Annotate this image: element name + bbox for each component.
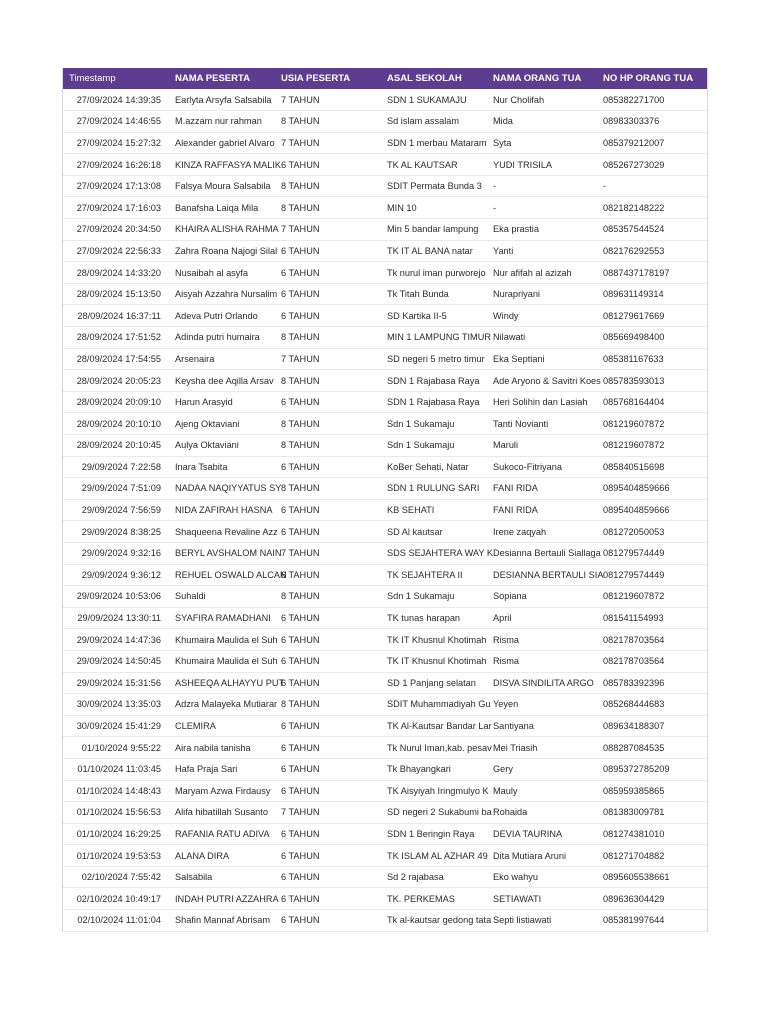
cell-no-hp-orang-tua[interactable]: 082178703564 — [603, 656, 665, 667]
cell-usia-peserta[interactable]: 8 TAHUN — [281, 375, 320, 386]
cell-asal-sekolah[interactable]: SD Kartika II-5 — [387, 310, 447, 321]
cell-no-hp-orang-tua[interactable]: 085381997644 — [603, 915, 665, 926]
cell-usia-peserta[interactable]: 7 TAHUN — [281, 807, 320, 818]
cell-nama-peserta[interactable]: Earlyta Arsyfa Salsabila — [175, 94, 272, 105]
cell-nama-orang-tua[interactable]: Gery — [493, 764, 513, 775]
cell-nama-peserta[interactable]: Maryam Azwa Firdausy — [175, 785, 271, 796]
cell-timestamp[interactable]: 29/09/2024 7:51:09 — [81, 483, 161, 494]
cell-nama-orang-tua[interactable]: April — [493, 613, 512, 624]
cell-timestamp[interactable]: 27/09/2024 20:34:50 — [76, 224, 161, 235]
cell-nama-orang-tua[interactable]: DEVIA TAURINA — [493, 828, 563, 839]
cell-usia-peserta[interactable]: 8 TAHUN — [281, 181, 320, 192]
cell-nama-orang-tua[interactable]: Eka Septiani — [493, 353, 545, 364]
cell-timestamp[interactable]: 29/09/2024 9:32:16 — [81, 548, 161, 559]
cell-asal-sekolah[interactable]: KB SEHATI — [387, 505, 435, 516]
cell-nama-orang-tua[interactable]: DESIANNA BERTAULI SIA — [493, 569, 604, 580]
table-row — [63, 499, 707, 521]
cell-usia-peserta[interactable]: 6 TAHUN — [281, 677, 320, 688]
table-row — [63, 305, 707, 327]
cell-nama-peserta[interactable]: Alexander gabriel Alvaro — [175, 137, 275, 148]
cell-asal-sekolah[interactable]: SDN 1 RULUNG SARI — [387, 483, 480, 494]
cell-usia-peserta[interactable]: 6 TAHUN — [281, 721, 320, 732]
cell-usia-peserta[interactable]: 6 TAHUN — [281, 159, 320, 170]
cell-usia-peserta[interactable]: 7 TAHUN — [281, 94, 320, 105]
cell-nama-orang-tua[interactable]: Nurapriyani — [493, 289, 540, 300]
cell-nama-peserta[interactable]: Zahra Roana Najogi Silal — [175, 245, 278, 256]
cell-timestamp[interactable]: 29/09/2024 13:30:11 — [77, 613, 161, 624]
cell-usia-peserta[interactable]: 6 TAHUN — [281, 893, 320, 904]
cell-no-hp-orang-tua[interactable]: 081274381010 — [603, 828, 665, 839]
cell-nama-orang-tua[interactable]: Mauly — [493, 785, 518, 796]
cell-timestamp[interactable]: 28/09/2024 20:10:10 — [76, 418, 161, 429]
cell-asal-sekolah[interactable]: Sd 2 rajabasa — [387, 872, 444, 883]
cell-timestamp[interactable]: 28/09/2024 16:37:11 — [77, 310, 161, 321]
cell-asal-sekolah[interactable]: Tk Nurul Iman,kab. pesav — [387, 742, 492, 753]
cell-asal-sekolah[interactable]: SDIT Permata Bunda 3 — [387, 181, 482, 192]
cell-no-hp-orang-tua[interactable]: 081271704882 — [603, 850, 665, 861]
table-row — [63, 262, 707, 284]
cell-nama-peserta[interactable]: NIDA ZAFIRAH HASNA — [175, 505, 273, 516]
cell-timestamp[interactable]: 27/09/2024 14:46:55 — [76, 116, 161, 127]
header-nama-orang-tua[interactable]: NAMA ORANG TUA — [493, 73, 582, 84]
table-header — [63, 68, 707, 89]
cell-nama-peserta[interactable]: Banafsha Laiqa Mila — [175, 202, 259, 213]
cell-asal-sekolah[interactable]: Tk Bhayangkari — [387, 764, 451, 775]
cell-nama-orang-tua[interactable]: Yeyen — [493, 699, 519, 710]
cell-nama-peserta[interactable]: Salsabila — [175, 872, 213, 883]
header-asal-sekolah[interactable]: ASAL SEKOLAH — [387, 73, 462, 84]
cell-nama-peserta[interactable]: ASHEEQA ALHAYYU PUT — [175, 677, 285, 688]
cell-nama-orang-tua[interactable]: Risma — [493, 656, 520, 667]
cell-no-hp-orang-tua[interactable]: 0895605538661 — [603, 872, 670, 883]
cell-asal-sekolah[interactable]: KoBer Sehati, Natar — [387, 461, 469, 472]
cell-usia-peserta[interactable]: 6 TAHUN — [281, 267, 320, 278]
cell-nama-orang-tua[interactable]: Windy — [493, 310, 519, 321]
cell-asal-sekolah[interactable]: Min 5 bandar lampung — [387, 224, 479, 235]
cell-nama-peserta[interactable]: Adeva Putri Orlando — [175, 310, 258, 321]
cell-nama-orang-tua[interactable]: Rohaida — [493, 807, 528, 818]
table-row — [63, 888, 707, 910]
cell-asal-sekolah[interactable]: SDN 1 merbau Mataram — [387, 137, 487, 148]
cell-timestamp[interactable]: 28/09/2024 20:09:10 — [76, 397, 161, 408]
cell-nama-orang-tua[interactable]: Nur Cholifah — [493, 94, 545, 105]
cell-usia-peserta[interactable]: 6 TAHUN — [281, 505, 320, 516]
cell-usia-peserta[interactable]: 6 TAHUN — [281, 310, 320, 321]
cell-no-hp-orang-tua[interactable]: 081279574449 — [603, 569, 665, 580]
cell-timestamp[interactable]: 02/10/2024 7:55:42 — [81, 872, 161, 883]
cell-timestamp[interactable]: 01/10/2024 16:29:25 — [76, 828, 161, 839]
cell-nama-peserta[interactable]: Inara Tsabita — [175, 461, 228, 472]
table-row — [63, 413, 707, 435]
cell-usia-peserta[interactable]: 7 TAHUN — [281, 548, 320, 559]
cell-timestamp[interactable]: 02/10/2024 11:01:04 — [77, 915, 161, 926]
cell-asal-sekolah[interactable]: Sdn 1 Sukamaju — [387, 418, 455, 429]
cell-asal-sekolah[interactable]: SDN 1 Rajabasa Raya — [387, 375, 480, 386]
cell-nama-peserta[interactable]: Ajeng Oktaviani — [175, 418, 240, 429]
cell-nama-peserta[interactable]: Aisyah Azzahra Nursalim — [175, 289, 278, 300]
cell-nama-orang-tua[interactable]: Dita Mutiara Aruni — [493, 850, 567, 861]
cell-nama-orang-tua[interactable]: Septi listiawati — [493, 915, 552, 926]
cell-nama-peserta[interactable]: Suhaldi — [175, 591, 206, 602]
cell-nama-peserta[interactable]: Alifa hibatillah Susanto — [175, 807, 268, 818]
cell-nama-orang-tua[interactable]: Heri Solihin dan Lasiah — [493, 397, 588, 408]
cell-nama-orang-tua[interactable]: - — [493, 202, 497, 213]
table-row — [63, 283, 707, 305]
header-nama-peserta[interactable]: NAMA PESERTA — [175, 73, 250, 84]
cell-no-hp-orang-tua[interactable]: 085768164404 — [603, 397, 665, 408]
cell-asal-sekolah[interactable]: SDS SEJAHTERA WAY K — [387, 548, 494, 559]
cell-timestamp[interactable]: 01/10/2024 19:53:53 — [76, 850, 161, 861]
table-row — [63, 111, 707, 133]
cell-usia-peserta[interactable]: 6 TAHUN — [281, 828, 320, 839]
cell-nama-orang-tua[interactable]: Syta — [493, 137, 512, 148]
table-row — [63, 694, 707, 716]
cell-timestamp[interactable]: 29/09/2024 14:47:36 — [76, 634, 161, 645]
cell-timestamp[interactable]: 28/09/2024 20:10:45 — [76, 440, 161, 451]
cell-nama-peserta[interactable]: Arsenaira — [175, 353, 215, 364]
cell-no-hp-orang-tua[interactable]: 089631149314 — [603, 289, 664, 300]
cell-asal-sekolah[interactable]: SD Al kautsar — [387, 526, 443, 537]
cell-asal-sekolah[interactable]: Tk Titah Bunda — [387, 289, 449, 300]
cell-usia-peserta[interactable]: 6 TAHUN — [281, 850, 320, 861]
table-row — [63, 542, 707, 564]
table-row — [63, 629, 707, 651]
cell-no-hp-orang-tua[interactable]: 089634188307 — [603, 721, 665, 732]
cell-nama-peserta[interactable]: Adzra Malayeka Mutiarar — [175, 699, 278, 710]
cell-timestamp[interactable]: 02/10/2024 10:49:17 — [76, 893, 161, 904]
cell-nama-orang-tua[interactable]: Eko wahyu — [493, 872, 538, 883]
cell-timestamp[interactable]: 30/09/2024 13:35:03 — [76, 699, 161, 710]
cell-no-hp-orang-tua[interactable]: 081272050053 — [603, 526, 665, 537]
cell-usia-peserta[interactable]: 8 TAHUN — [281, 591, 320, 602]
cell-no-hp-orang-tua[interactable]: 081279617669 — [603, 310, 665, 321]
cell-usia-peserta[interactable]: 8 TAHUN — [281, 483, 320, 494]
cell-asal-sekolah[interactable]: SDIT Muhammadiyah Gu — [387, 699, 491, 710]
cell-no-hp-orang-tua[interactable]: 085959385865 — [603, 785, 665, 796]
table-row — [63, 197, 707, 219]
header-timestamp[interactable]: Timestamp — [69, 73, 116, 84]
cell-no-hp-orang-tua[interactable]: 085669498400 — [603, 332, 665, 343]
table-row — [63, 866, 707, 888]
cell-no-hp-orang-tua[interactable]: 081219607872 — [603, 440, 665, 451]
cell-usia-peserta[interactable]: 6 TAHUN — [281, 245, 320, 256]
cell-asal-sekolah[interactable]: Tk nurul iman purworejo — [387, 267, 486, 278]
table-row — [63, 370, 707, 392]
cell-usia-peserta[interactable]: 6 TAHUN — [281, 397, 320, 408]
cell-asal-sekolah[interactable]: SDN 1 SUKAMAJU — [387, 94, 467, 105]
cell-nama-orang-tua[interactable]: Mida — [493, 116, 513, 127]
cell-timestamp[interactable]: 01/10/2024 9:55:22 — [81, 742, 161, 753]
table-row — [63, 521, 707, 543]
cell-timestamp[interactable]: 29/09/2024 15:31:56 — [76, 677, 161, 688]
cell-usia-peserta[interactable]: 6 TAHUN — [281, 634, 320, 645]
cell-nama-peserta[interactable]: Keysha dee Aqilla Arsav — [175, 375, 274, 386]
cell-no-hp-orang-tua[interactable]: 085381167633 — [603, 353, 664, 364]
cell-usia-peserta[interactable]: 7 TAHUN — [281, 224, 320, 235]
cell-nama-orang-tua[interactable]: Nur afifah al azizah — [493, 267, 572, 278]
cell-usia-peserta[interactable]: 6 TAHUN — [281, 915, 320, 926]
table-row — [63, 327, 707, 349]
cell-no-hp-orang-tua[interactable]: 082178703564 — [603, 634, 665, 645]
cell-timestamp[interactable]: 29/09/2024 8:38:25 — [81, 526, 161, 537]
cell-asal-sekolah[interactable]: TK IT Khusnul Khotimah — [387, 634, 487, 645]
table-row — [63, 780, 707, 802]
cell-nama-peserta[interactable]: Hafa Praja Sari — [175, 764, 238, 775]
cell-timestamp[interactable]: 27/09/2024 22:56:33 — [76, 245, 161, 256]
cell-asal-sekolah[interactable]: MIN 10 — [387, 202, 417, 213]
cell-nama-orang-tua[interactable]: Mei Triasih — [493, 742, 538, 753]
cell-no-hp-orang-tua[interactable]: 085357544524 — [603, 224, 665, 235]
table-row — [63, 435, 707, 457]
table-row — [63, 607, 707, 629]
cell-nama-peserta[interactable]: Aulya Oktaviani — [175, 440, 239, 451]
cell-usia-peserta[interactable]: 7 TAHUN — [281, 353, 320, 364]
cell-nama-peserta[interactable]: ALANA DIRA — [175, 850, 230, 861]
cell-usia-peserta[interactable]: 6 TAHUN — [281, 872, 320, 883]
cell-timestamp[interactable]: 27/09/2024 15:27:32 — [76, 137, 161, 148]
cell-asal-sekolah[interactable]: Sdn 1 Sukamaju — [387, 591, 455, 602]
cell-nama-peserta[interactable]: NADAA NAQIYYATUS SY — [175, 483, 282, 494]
cell-no-hp-orang-tua[interactable]: 081541154993 — [603, 613, 664, 624]
table-row — [63, 758, 707, 780]
table-row — [63, 586, 707, 608]
table-row — [63, 456, 707, 478]
cell-timestamp[interactable]: 01/10/2024 11:03:45 — [77, 764, 161, 775]
cell-asal-sekolah[interactable]: TK Al-Kautsar Bandar Lar — [387, 721, 492, 732]
table-row — [63, 240, 707, 262]
cell-nama-orang-tua[interactable]: Risma — [493, 634, 520, 645]
cell-nama-orang-tua[interactable]: YUDI TRISILA — [493, 159, 553, 170]
table-row — [63, 175, 707, 197]
cell-timestamp[interactable]: 30/09/2024 15:41:29 — [76, 721, 161, 732]
cell-nama-peserta[interactable]: Khumaira Maulida el Suh — [175, 656, 278, 667]
cell-nama-orang-tua[interactable]: SETIAWATI — [493, 893, 542, 904]
cell-nama-peserta[interactable]: INDAH PUTRI AZZAHRA — [175, 893, 279, 904]
cell-timestamp[interactable]: 27/09/2024 16:26:18 — [76, 159, 161, 170]
cell-nama-orang-tua[interactable]: Eka prastia — [493, 224, 539, 235]
cell-usia-peserta[interactable]: 6 TAHUN — [281, 461, 320, 472]
cell-asal-sekolah[interactable]: TK ISLAM AL AZHAR 49 — [387, 850, 488, 861]
cell-nama-orang-tua[interactable]: Santiyana — [493, 721, 534, 732]
table-row — [63, 845, 707, 867]
cell-asal-sekolah[interactable]: TK IT Khusnul Khotimah — [387, 656, 487, 667]
cell-no-hp-orang-tua[interactable]: 08983303376 — [603, 116, 660, 127]
cell-nama-peserta[interactable]: Adinda putri humaira — [175, 332, 260, 343]
cell-usia-peserta[interactable]: 6 TAHUN — [281, 742, 320, 753]
cell-nama-peserta[interactable]: M.azzam nur rahman — [175, 116, 262, 127]
table-row — [63, 132, 707, 154]
table-row — [63, 154, 707, 176]
cell-no-hp-orang-tua[interactable]: 085783593013 — [603, 375, 665, 386]
table-row — [63, 823, 707, 845]
cell-usia-peserta[interactable]: 8 TAHUN — [281, 699, 320, 710]
cell-nama-orang-tua[interactable]: Ade Aryono & Savitri Koes — [493, 375, 601, 386]
cell-no-hp-orang-tua[interactable]: 082176292553 — [603, 245, 665, 256]
cell-asal-sekolah[interactable]: TK AL KAUTSAR — [387, 159, 458, 170]
table-row — [63, 391, 707, 413]
cell-no-hp-orang-tua[interactable]: 082182148222 — [603, 202, 665, 213]
cell-asal-sekolah[interactable]: SD negeri 2 Sukabumi ba — [387, 807, 492, 818]
table-row — [63, 650, 707, 672]
cell-asal-sekolah[interactable]: TK Aisyiyah Iringmulyo K — [387, 785, 489, 796]
table-row — [63, 737, 707, 759]
cell-nama-peserta[interactable]: Shafin Mannaf Abrisam — [175, 915, 270, 926]
cell-usia-peserta[interactable]: 6 TAHUN — [281, 764, 320, 775]
cell-timestamp[interactable]: 27/09/2024 14:39:35 — [76, 94, 161, 105]
registration-table-container — [62, 68, 708, 932]
cell-usia-peserta[interactable]: 8 TAHUN — [281, 418, 320, 429]
cell-timestamp[interactable]: 28/09/2024 14:33:20 — [76, 267, 161, 278]
table-row — [63, 802, 707, 824]
cell-asal-sekolah[interactable]: MIN 1 LAMPUNG TIMUR — [387, 332, 491, 343]
cell-nama-orang-tua[interactable]: Sukoco-Fitriyana — [493, 461, 562, 472]
cell-nama-peserta[interactable]: Khumaira Maulida el Suh — [175, 634, 278, 645]
cell-timestamp[interactable]: 29/09/2024 7:56:59 — [81, 505, 161, 516]
cell-asal-sekolah[interactable]: Sdn 1 Sukamaju — [387, 440, 455, 451]
cell-nama-orang-tua[interactable]: FANI RIDA — [493, 505, 538, 516]
table-row — [63, 89, 707, 111]
cell-timestamp[interactable]: 28/09/2024 17:51:52 — [76, 332, 161, 343]
cell-no-hp-orang-tua[interactable]: 081219607872 — [603, 418, 665, 429]
cell-nama-peserta[interactable]: Falsya Moura Salsabila — [175, 181, 271, 192]
cell-nama-orang-tua[interactable]: Sopiana — [493, 591, 527, 602]
cell-no-hp-orang-tua[interactable]: 081219607872 — [603, 591, 665, 602]
cell-usia-peserta[interactable]: 6 TAHUN — [281, 656, 320, 667]
cell-no-hp-orang-tua[interactable]: 081279574449 — [603, 548, 665, 559]
header-row — [63, 68, 707, 89]
cell-usia-peserta[interactable]: 7 TAHUN — [281, 137, 320, 148]
cell-timestamp[interactable]: 01/10/2024 14:48:43 — [76, 785, 161, 796]
table-row — [63, 478, 707, 500]
cell-usia-peserta[interactable]: 6 TAHUN — [281, 289, 320, 300]
cell-no-hp-orang-tua[interactable]: 085267273029 — [603, 159, 665, 170]
cell-nama-peserta[interactable]: KHAIRA ALISHA RAHMA — [175, 224, 279, 235]
cell-usia-peserta[interactable]: 6 TAHUN — [281, 785, 320, 796]
cell-asal-sekolah[interactable]: SDN 1 Rajabasa Raya — [387, 397, 480, 408]
cell-timestamp[interactable]: 29/09/2024 10:53:06 — [76, 591, 161, 602]
cell-nama-peserta[interactable]: Shaqueena Revaline Azz — [175, 526, 278, 537]
registration-table — [63, 68, 707, 932]
cell-timestamp[interactable]: 27/09/2024 17:13:08 — [76, 181, 161, 192]
cell-asal-sekolah[interactable]: TK. PERKEMAS — [387, 893, 455, 904]
table-row — [63, 564, 707, 586]
cell-asal-sekolah[interactable]: TK SEJAHTERA II — [387, 569, 463, 580]
cell-nama-orang-tua[interactable]: Nilawati — [493, 332, 526, 343]
cell-no-hp-orang-tua[interactable]: 089636304429 — [603, 893, 665, 904]
cell-nama-orang-tua[interactable]: Tanti Novianti — [493, 418, 549, 429]
cell-nama-orang-tua[interactable]: FANI RIDA — [493, 483, 538, 494]
cell-asal-sekolah[interactable]: SD negeri 5 metro timur — [387, 353, 485, 364]
cell-nama-orang-tua[interactable]: Desianna Bertauli Siallaga — [493, 548, 601, 559]
cell-usia-peserta[interactable]: 8 TAHUN — [281, 332, 320, 343]
cell-timestamp[interactable]: 01/10/2024 15:56:53 — [76, 807, 161, 818]
table-row — [63, 348, 707, 370]
cell-timestamp[interactable]: 29/09/2024 7:22:58 — [81, 461, 161, 472]
cell-asal-sekolah[interactable]: SDN 1 Beringin Raya — [387, 828, 475, 839]
table-row — [63, 715, 707, 737]
table-row — [63, 910, 707, 932]
header-usia-peserta[interactable]: USIA PESERTA — [281, 73, 351, 84]
cell-nama-peserta[interactable]: SYAFIRA RAMADHANI — [175, 613, 271, 624]
cell-no-hp-orang-tua[interactable]: 0895404859666 — [603, 505, 670, 516]
table-row — [63, 219, 707, 241]
cell-timestamp[interactable]: 28/09/2024 20:05:23 — [76, 375, 161, 386]
cell-no-hp-orang-tua[interactable]: 085382271700 — [603, 94, 665, 105]
cell-nama-peserta[interactable]: Aira nabila tanisha — [175, 742, 251, 753]
cell-no-hp-orang-tua[interactable]: 085840515698 — [603, 461, 665, 472]
cell-timestamp[interactable]: 28/09/2024 17:54:55 — [76, 353, 161, 364]
cell-no-hp-orang-tua[interactable]: 081383009781 — [603, 807, 665, 818]
cell-nama-peserta[interactable]: RAFANIA RATU ADIVA — [175, 828, 270, 839]
cell-no-hp-orang-tua[interactable]: 085379212007 — [603, 137, 665, 148]
table-row — [63, 672, 707, 694]
cell-nama-peserta[interactable]: KINZA RAFFASYA MALIK — [175, 159, 282, 170]
cell-timestamp[interactable]: 29/09/2024 9:36:12 — [81, 569, 161, 580]
cell-nama-peserta[interactable]: BERYL AVSHALOM NAIN — [175, 548, 282, 559]
cell-usia-peserta[interactable]: 8 TAHUN — [281, 116, 320, 127]
cell-usia-peserta[interactable]: 6 TAHUN — [281, 613, 320, 624]
cell-timestamp[interactable]: 27/09/2024 17:16:03 — [76, 202, 161, 213]
cell-nama-peserta[interactable]: CLEMIRA — [175, 721, 216, 732]
cell-no-hp-orang-tua[interactable]: 0887437178197 — [603, 267, 670, 278]
cell-no-hp-orang-tua[interactable]: 088287084535 — [603, 742, 665, 753]
cell-asal-sekolah[interactable]: TK IT AL BANA natar — [387, 245, 473, 256]
cell-timestamp[interactable]: 28/09/2024 15:13:50 — [76, 289, 161, 300]
cell-nama-orang-tua[interactable]: Irene zaqyah — [493, 526, 547, 537]
cell-no-hp-orang-tua[interactable]: 085268444683 — [603, 699, 665, 710]
cell-nama-orang-tua[interactable]: DISVA SINDILITA ARGO — [493, 677, 594, 688]
cell-no-hp-orang-tua[interactable]: 0895372785209 — [603, 764, 670, 775]
cell-asal-sekolah[interactable]: Sd islam assalam — [387, 116, 459, 127]
cell-nama-orang-tua[interactable]: Yanti — [493, 245, 514, 256]
cell-usia-peserta[interactable]: 8 TAHUN — [281, 202, 320, 213]
cell-no-hp-orang-tua[interactable]: - — [603, 181, 607, 192]
cell-nama-orang-tua[interactable]: - — [493, 181, 497, 192]
cell-usia-peserta[interactable]: 6 TAHUN — [281, 526, 320, 537]
cell-nama-orang-tua[interactable]: Maruli — [493, 440, 519, 451]
cell-nama-peserta[interactable]: Harun Arasyid — [175, 397, 233, 408]
cell-asal-sekolah[interactable]: SD 1 Panjang selatan — [387, 677, 476, 688]
cell-asal-sekolah[interactable]: TK tunas harapan — [387, 613, 461, 624]
table-body — [63, 89, 707, 931]
cell-nama-peserta[interactable]: Nusaibah al asyfa — [175, 267, 249, 278]
cell-timestamp[interactable]: 29/09/2024 14:50:45 — [76, 656, 161, 667]
cell-nama-peserta[interactable]: REHUEL OSWALD ALCAN — [175, 569, 287, 580]
cell-no-hp-orang-tua[interactable]: 085783392396 — [603, 677, 665, 688]
header-no-hp-orang-tua[interactable]: NO HP ORANG TUA — [603, 73, 694, 84]
cell-no-hp-orang-tua[interactable]: 0895404859666 — [603, 483, 670, 494]
cell-usia-peserta[interactable]: 8 TAHUN — [281, 440, 320, 451]
cell-usia-peserta[interactable]: 6 TAHUN — [281, 569, 320, 580]
cell-asal-sekolah[interactable]: Tk al-kautsar gedong tata — [387, 915, 492, 926]
